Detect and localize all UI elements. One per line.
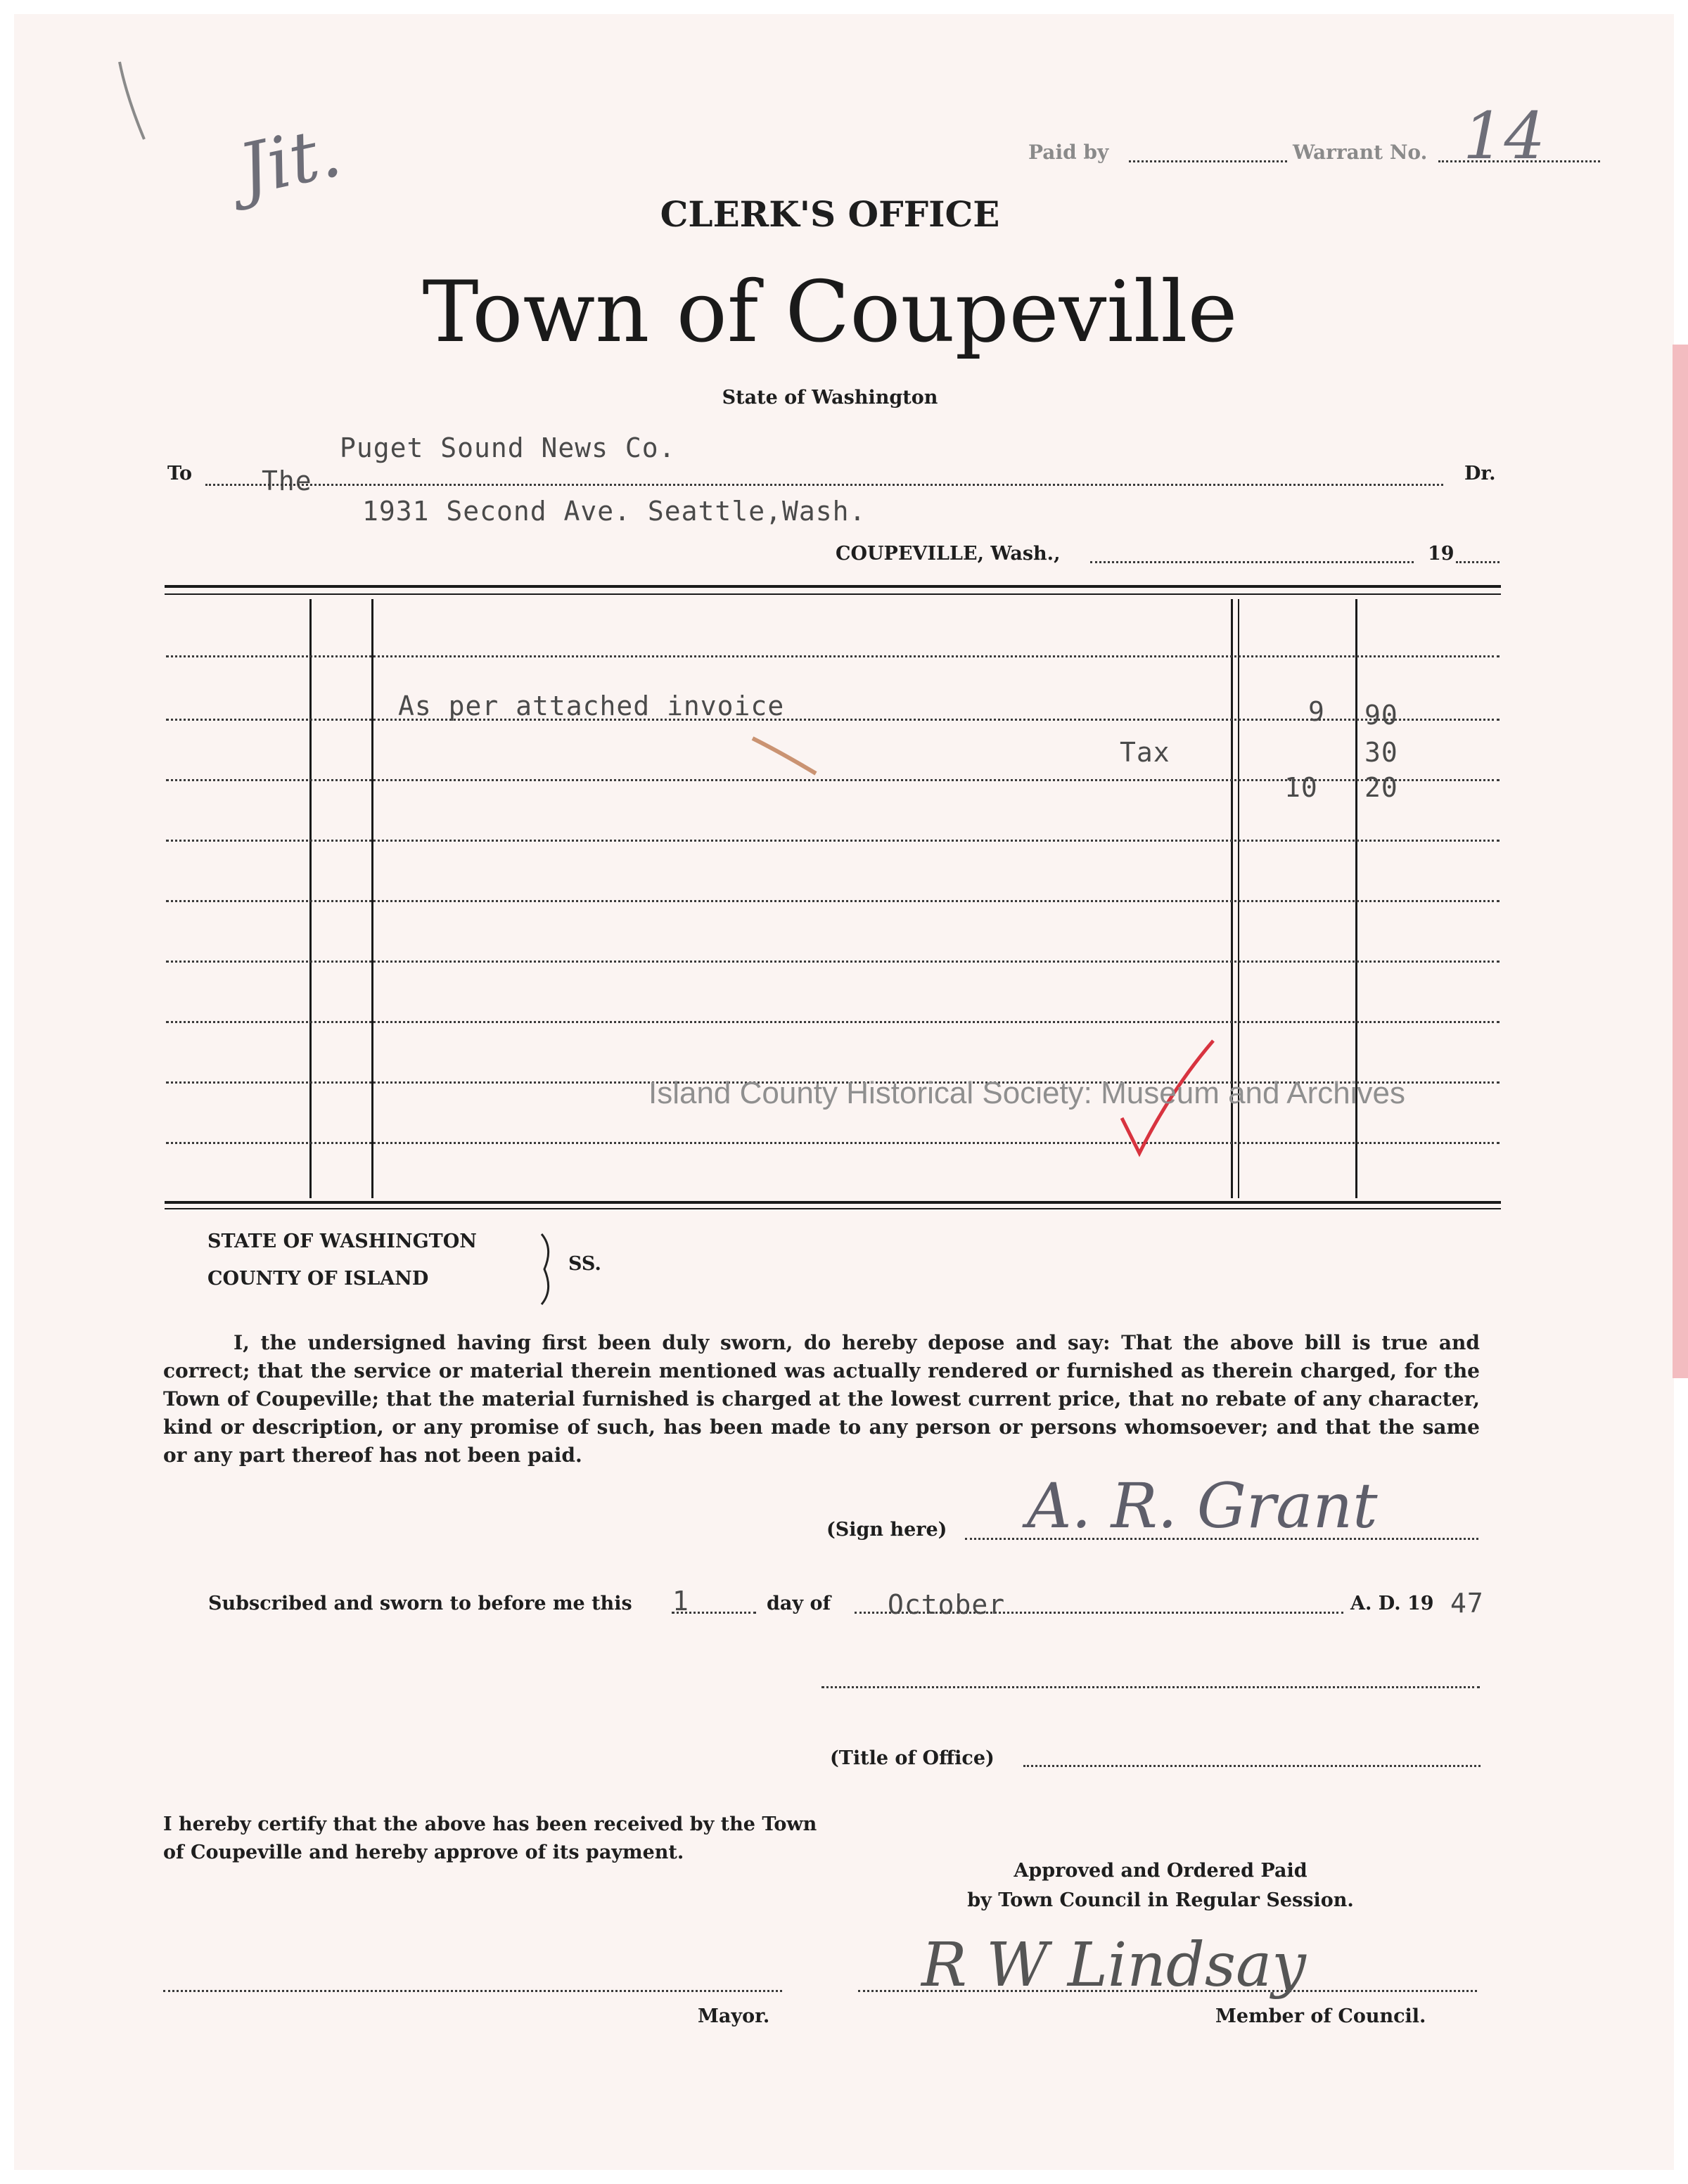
dr-label: Dr.	[1464, 463, 1496, 484]
approved-line-2: by Town Council in Regular Session.	[967, 1889, 1354, 1911]
pink-backing-sheet-edge	[1673, 345, 1688, 1378]
council-label: Member of Council.	[1215, 2005, 1426, 2027]
rust-stain-icon	[738, 731, 830, 781]
year-prefix: 19	[1428, 543, 1454, 565]
affidavit-body: I, the undersigned having first been duly sworn, do hereby depose and say: That the above bill is true and correct; that the service or material therein mentioned was actually rendered or furnished as therein charged, for the Town of Coupeville; that the material furnished is charged at the lowest current price, that no rebate of any character, kind or description, or any promise of such, has been made to any person or persons whomsoever; and that the same or any part thereof has not been paid.	[163, 1331, 1480, 1467]
paid-by-label: Paid by	[1028, 141, 1109, 164]
mayor-label: Mayor.	[698, 2005, 770, 2027]
affidavit-county: COUNTY OF ISLAND	[207, 1268, 429, 1290]
affiant-signature: A. R. Grant	[1027, 1470, 1378, 1542]
sworn-month: October	[888, 1589, 1006, 1620]
to-line	[205, 484, 1443, 486]
title-office-label: (Title of Office)	[830, 1747, 995, 1769]
brace-icon	[536, 1231, 557, 1308]
ad-label: A. D. 19	[1350, 1593, 1434, 1614]
total-cents: 20	[1364, 772, 1398, 803]
sign-here-label: (Sign here)	[826, 1519, 947, 1541]
town-title: Town of Coupeville	[422, 264, 1238, 361]
year-line	[1456, 561, 1500, 563]
sworn-day: 1	[672, 1586, 689, 1617]
ss-label: SS.	[568, 1253, 601, 1275]
date-line	[1090, 561, 1414, 563]
archive-watermark: Island County Historical Society: Museum and Archives	[648, 1076, 1405, 1110]
title-office-line	[1023, 1765, 1481, 1767]
warrant-label: Warrant No.	[1293, 141, 1428, 164]
total-dollars: 10	[1284, 772, 1318, 803]
item-description: As per attached invoice	[398, 690, 785, 721]
affidavit-state: STATE OF WASHINGTON	[207, 1231, 477, 1252]
item-dollars: 9	[1308, 696, 1325, 727]
sworn-label: Subscribed and sworn to before me this	[208, 1593, 632, 1614]
the-label: The	[262, 465, 312, 496]
mayor-signature-line	[163, 1990, 782, 1992]
certify-text: I hereby certify that the above has been received by the Town of Coupeville and hereby approve of its payment.	[163, 1813, 817, 1863]
warrant-number: 14	[1463, 98, 1546, 174]
tax-label: Tax	[1120, 737, 1170, 768]
corner-annotation: Jit.	[231, 110, 348, 212]
paid-by-line	[1129, 160, 1287, 162]
officer-signature-line	[821, 1686, 1480, 1688]
pencil-mark-icon	[113, 55, 162, 153]
to-label: To	[167, 463, 193, 484]
city-label: COUPEVILLE, Wash.,	[836, 543, 1061, 565]
item-cents: 90	[1364, 700, 1398, 731]
tax-cents: 30	[1364, 737, 1398, 768]
state-subtitle: State of Washington	[722, 387, 938, 409]
council-signature: R W Lindsay	[921, 1930, 1306, 2000]
payee-name: Puget Sound News Co.	[340, 432, 676, 463]
payee-address: 1931 Second Ave. Seattle,Wash.	[362, 496, 867, 527]
day-of-label: day of	[767, 1593, 831, 1614]
approved-line-1: Approved and Ordered Paid	[1014, 1860, 1307, 1882]
sworn-year: 47	[1450, 1588, 1484, 1619]
clerks-office-heading: CLERK'S OFFICE	[660, 193, 1000, 235]
